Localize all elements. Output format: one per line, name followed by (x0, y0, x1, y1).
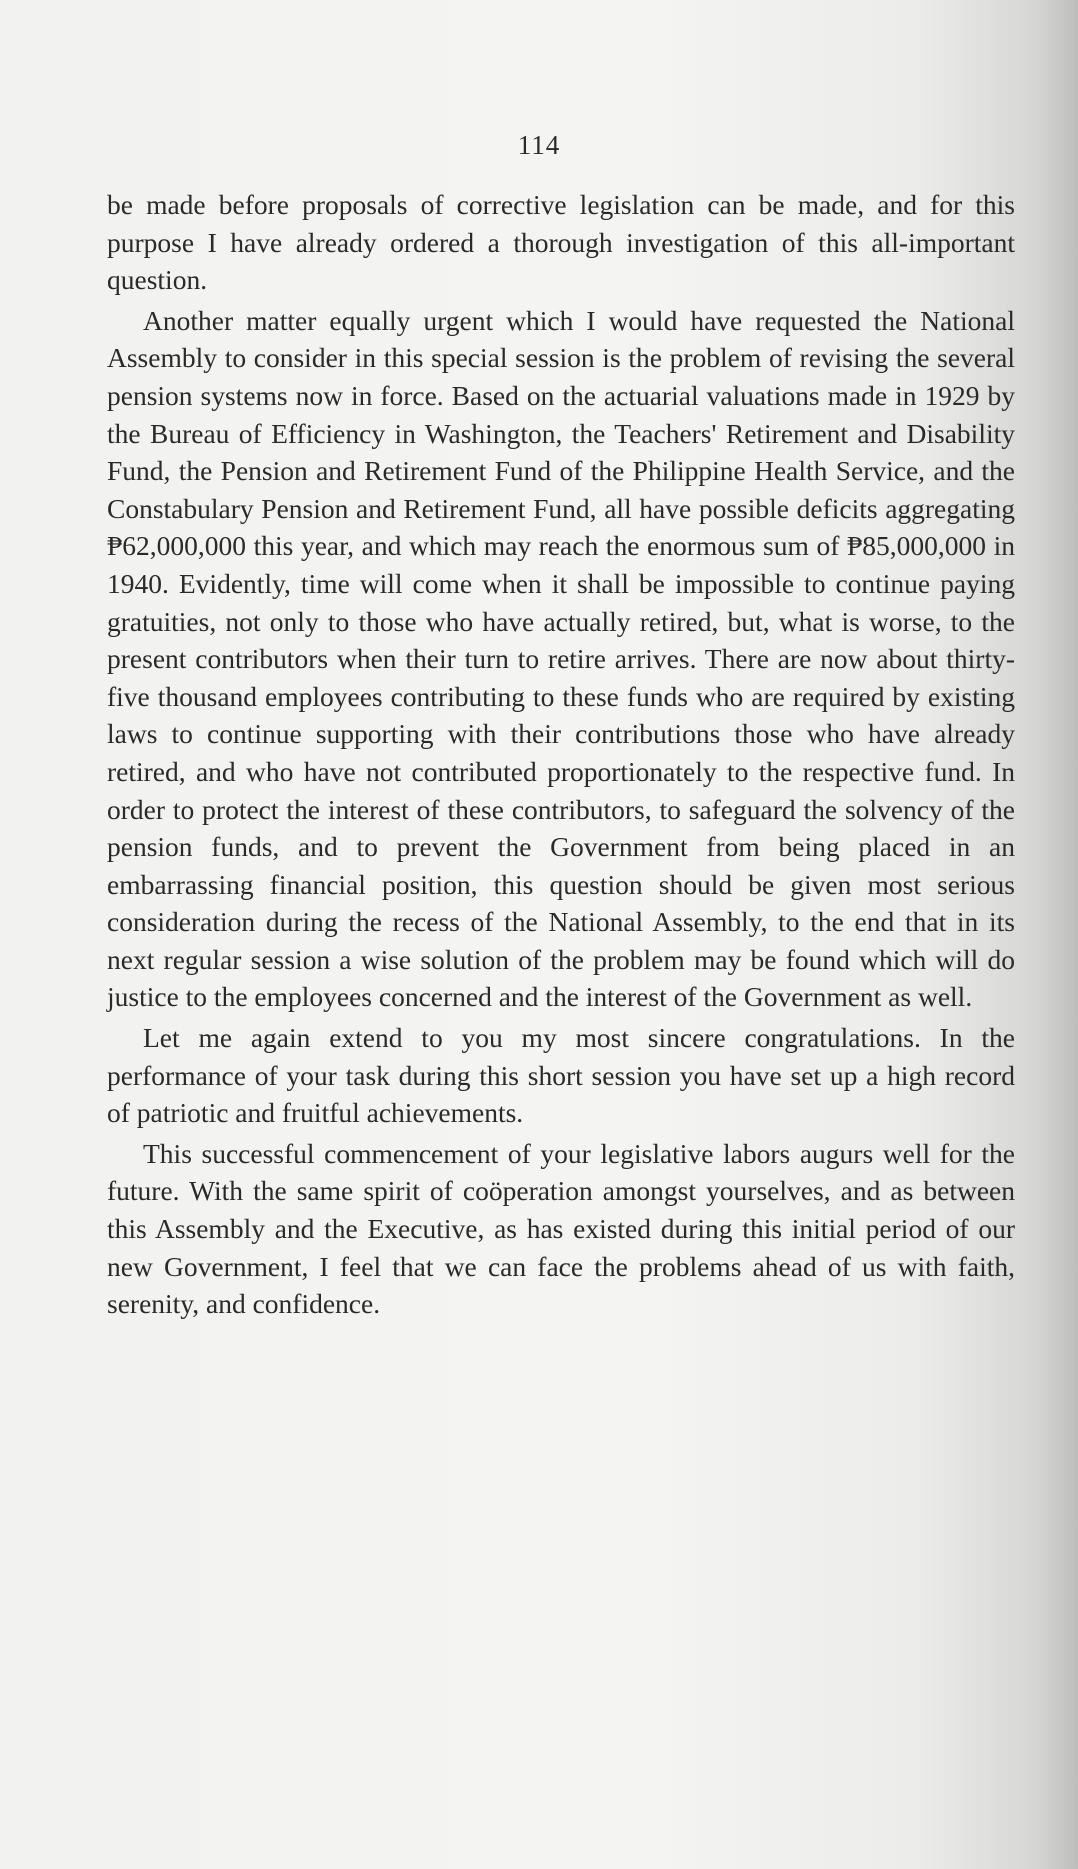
page-number: 114 (517, 130, 561, 160)
paragraph-conclusion: This successful commencement of your legislative labors augurs well for the future. With the same spirit of coöperation amongst yourselves, and as between this Assembly and the Executive, as has existed during this initial period of our new Government, I feel that we can face the problems ahead of us with faith, serenity, and confidence. (107, 1137, 1015, 1320)
paragraph-continuation: be made before proposals of corrective legislation can be made, and for this purpose I have already ordered a thorough investigation of this all-important question. (107, 189, 1015, 296)
paragraph-congratulations: Let me again extend to you my most sincere congratulations. In the performance of your task during this short session you have set up a high record of patriotic and fruitful achievements. (107, 1022, 1015, 1129)
body-text (107, 186, 1015, 1323)
paragraph-pension-systems: Another matter equally urgent which I would have requested the National Assembly to consider in this special session is the problem of revising the several pension systems now in force. Based on the actuarial valuations made in 1929 by the Bureau of Efficiency in Washington, the Teachers' Retirement and Disability Fund, the Pension and Retirement Fund of the Philippine Health Service, and the Constabulary Pension and Retirement Fund, all have possible deficits aggregating ₱62,000,000 this year, and which may reach the enormous sum of ₱85,000,000 in 1940. Evidently, time will come when it shall be impossible to continue paying gratuities, not only to those who have actually retired, but, what is worse, to the present contributors when their turn to retire arrives. There are now about thirty-five thousand employees contributing to these funds who are required by existing laws to continue supporting with their contributions those who have already retired, and who have not contributed proportionately to the respective fund. In order to protect the interest of these contributors, to safeguard the solvency of the pension funds, and to prevent the Government from being placed in an embarrassing financial position, this question should be given most serious consideration during the recess of the National Assembly, to the end that in its next regular session a wise solution of the problem may be found which will do justice to the employees concerned and the interest of the Government as well. (107, 304, 1015, 1013)
